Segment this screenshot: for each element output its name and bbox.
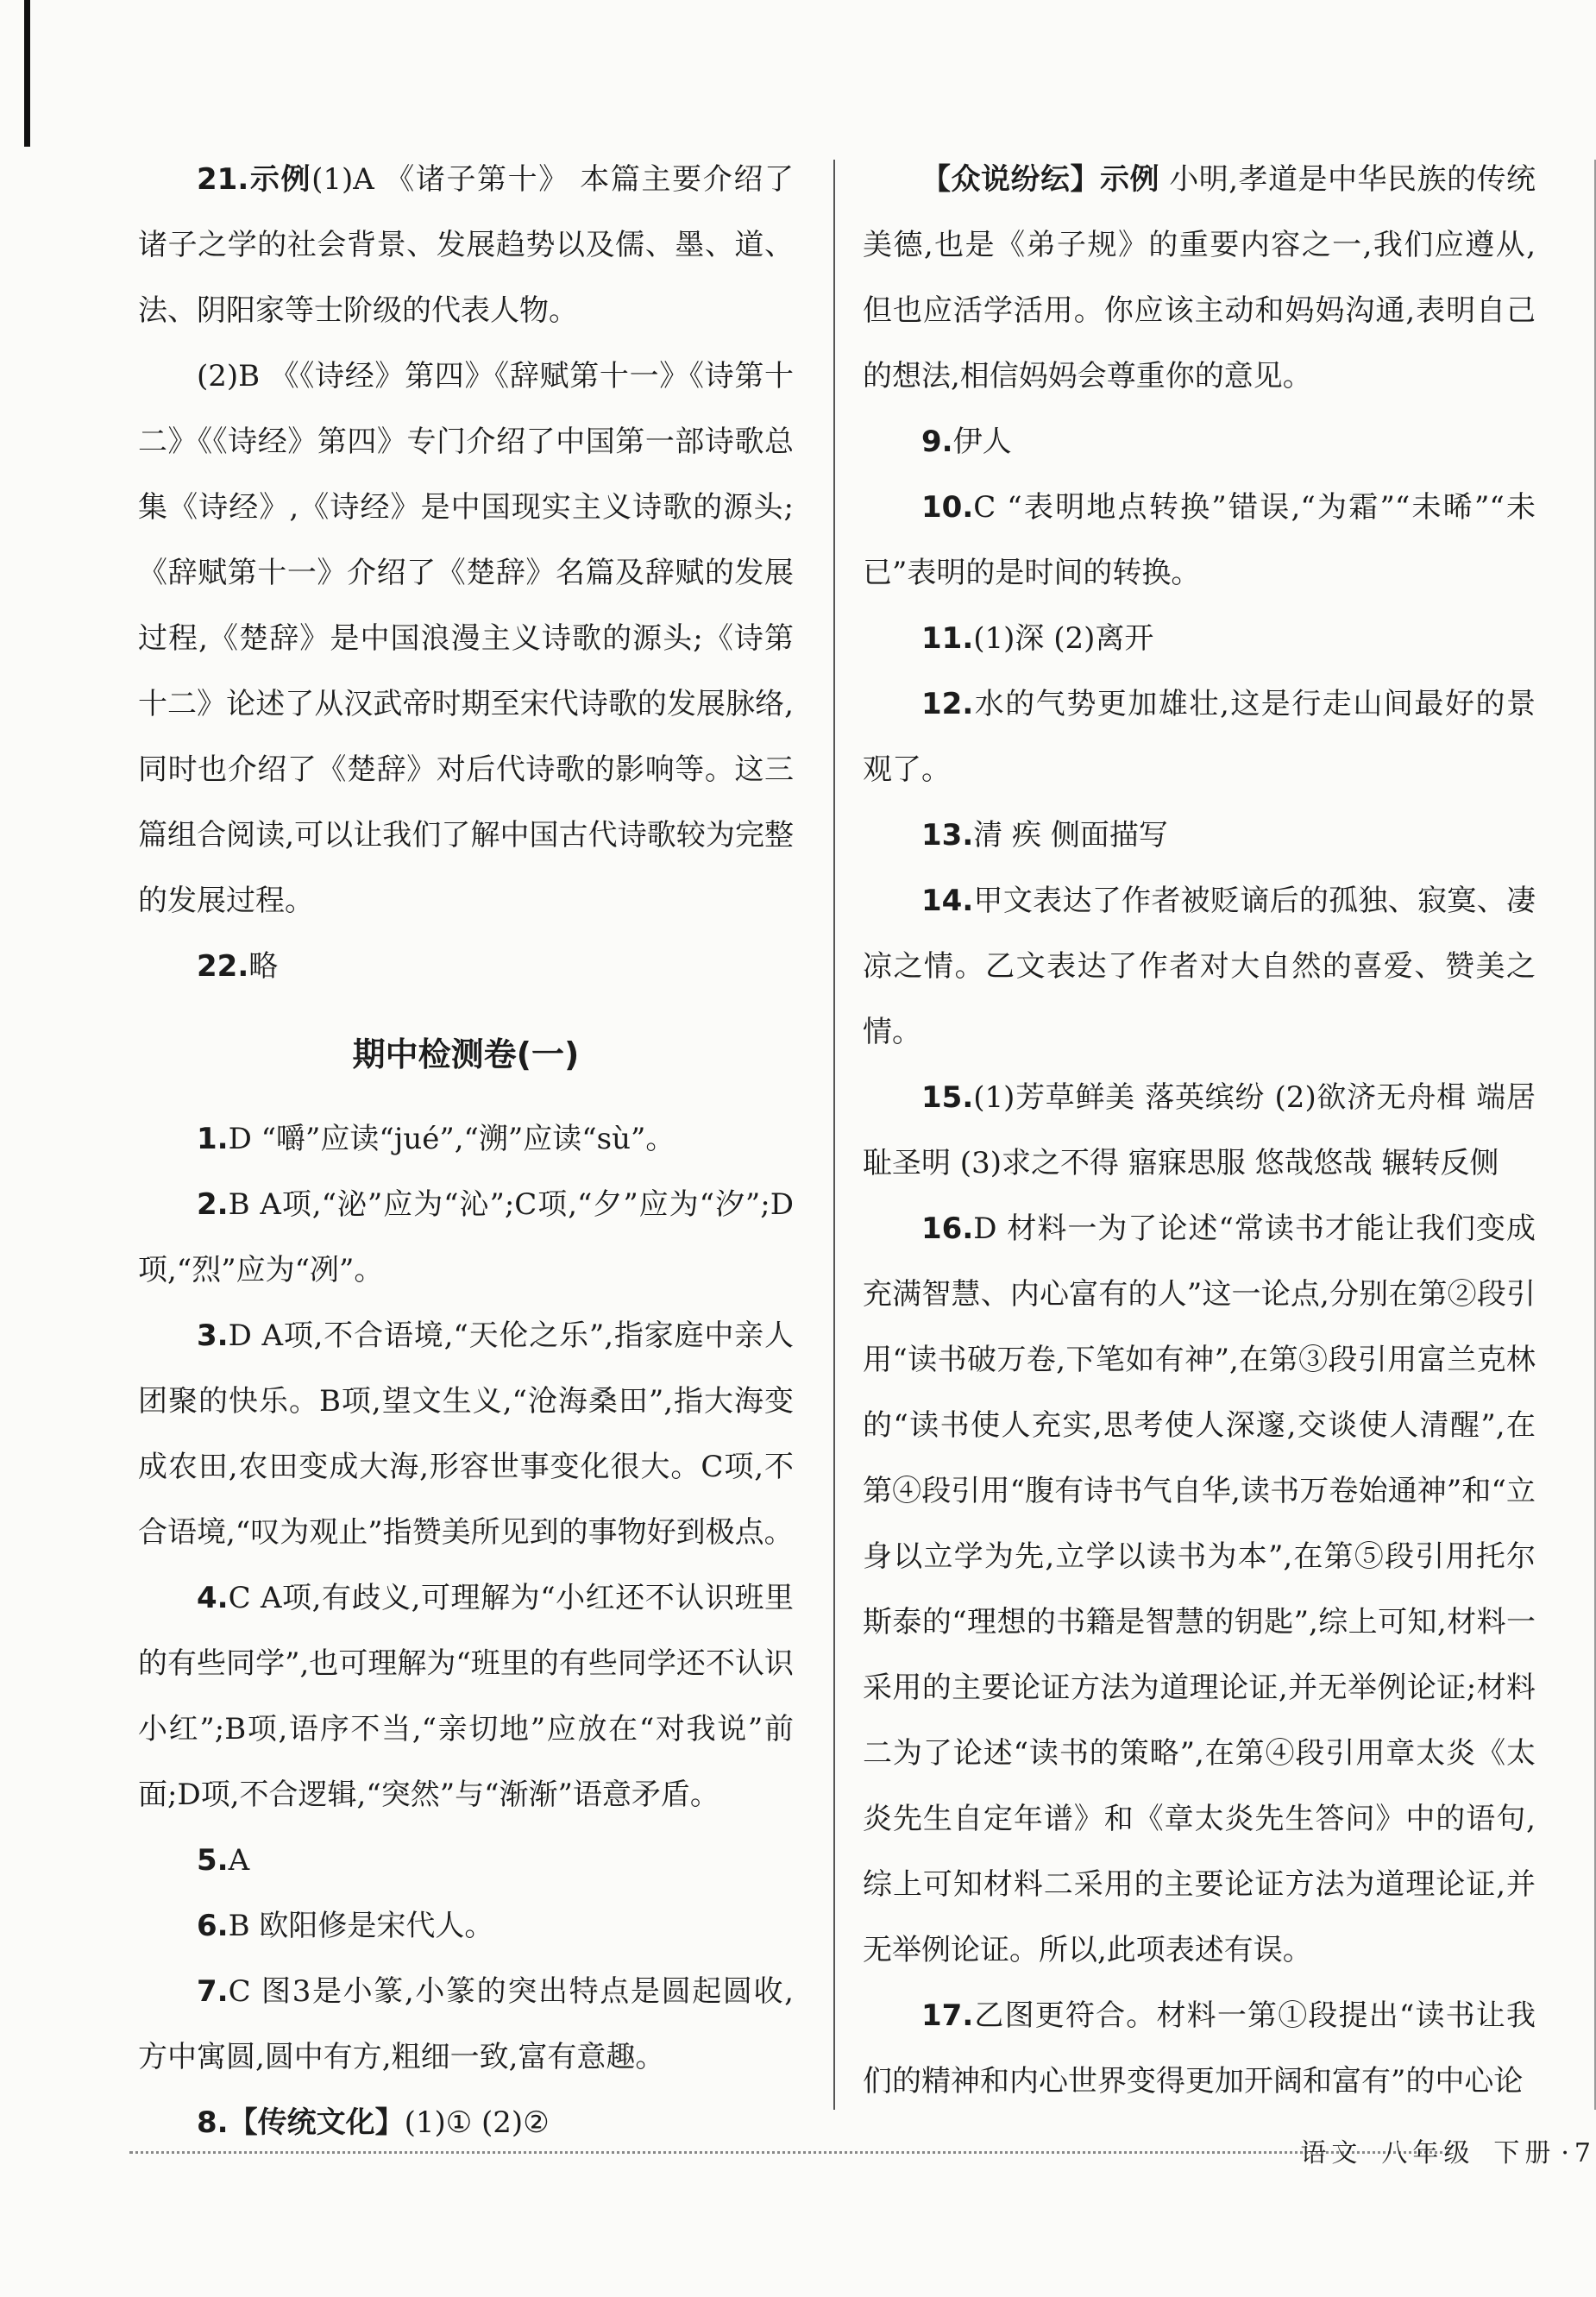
answer-1: 1.D “嚼”应读“jué”,“溯”应读“sù”。: [197, 1122, 675, 1156]
answer-10: 10.C “表明地点转换”错误,“为霜”“未晞”“未已”表明的是时间的转换。: [863, 490, 1536, 590]
answer-6: 6.B 欧阳修是宋代人。: [197, 1909, 494, 1943]
section-title: 期中检测卷(一): [352, 1035, 580, 1073]
answer-2: 2.B A项,“泌”应为“沁”;C项,“夕”应为“汐”;D项,“烈”应为“冽”。: [138, 1187, 794, 1287]
answer-7: 7.C 图3是小篆,小篆的突出特点是圆起圆收,方中寓圆,圆中有方,粗细一致,富有意趣。: [138, 1974, 794, 2074]
footer-page-number: ·7: [1561, 2138, 1596, 2168]
answer-16: 16.D 材料一为了论述“常读书才能让我们变成充满智慧、内心富有的人”这一论点,分别在第②段引用“读书破万卷,下笔如有神”,在第③段引用富兰克林的“读书使人充实,思考使人深邃,交谈使人清醒”,在第④段引用“腹有诗书气自华,读书万卷始通神”和“立身以立学为先,立学以读书为本”,在第⑤段引用托尔斯泰的“理想的书籍是智慧的钥匙”,综上可知,材料一采用的主要论证方法为道理论证,并无举例论证;材料二为了论述“读书的策略”,在第④段引用章太炎《太炎先生自定年谱》和《章太炎先生答问》中的语句,综上可知材料二采用的主要论证方法为道理论证,并无举例论证。所以,此项表述有误。: [863, 1211, 1536, 1967]
answer-21-part2: (2)B 《《诗经》第四》《辞赋第十一》《诗第十二》《《诗经》第四》专门介绍了中国第一部诗歌总集《诗经》,《诗经》是中国现实主义诗歌的源头;《辞赋第十一》介绍了《楚辞》名篇及辞赋的发展过程,《楚辞》是中国浪漫主义诗歌的源头;《诗第十二》论述了从汉武帝时期至宋代诗歌的发展脉络,同时也介绍了《楚辞》对后代诗歌的影响等。这三篇组合阅读,可以让我们了解中国古代诗歌较为完整的发展过程。: [138, 359, 794, 918]
footer-rule: [129, 2151, 1449, 2154]
answer-12: 12.水的气势更加雄壮,这是行走山间最好的景观了。: [863, 687, 1536, 787]
answer-21: 21.示例(1)A 《诸子第十》 本篇主要介绍了诸子之学的社会背景、发展趋势以及儒、墨、道、法、阴阳家等士阶级的代表人物。: [138, 162, 794, 328]
answer-3: 3.D A项,不合语境,“天伦之乐”,指家庭中亲人团聚的快乐。B项,望文生义,“沧海桑田”,指大海变成农田,农田变成大海,形容世事变化很大。C项,不合语境,“叹为观止”指赞美所见到的事物好到极点。: [138, 1318, 794, 1550]
answer-4: 4.C A项,有歧义,可理解为“小红还不认识班里的有些同学”,也可理解为“班里的有些同学还不认识小红”;B项,语序不当,“亲切地”应放在“对我说”前面;D项,不合逻辑,“突然”与“渐渐”语意矛盾。: [138, 1581, 794, 1812]
page-footer: [1281, 2131, 1596, 2169]
answer-9: 9.伊人: [921, 425, 1012, 459]
footer-subject: 语文: [1300, 2138, 1363, 2168]
answer-14: 14.甲文表达了作者被贬谪后的孤独、寂寞、凄凉之情。乙文表达了作者对大自然的喜爱、赞美之情。: [863, 884, 1536, 1049]
footer-grade: 八年级: [1381, 2138, 1475, 2168]
right-column: [863, 147, 1536, 2114]
answer-13: 13.清 疾 侧面描写: [921, 818, 1168, 853]
answer-17: 17.乙图更符合。材料一第①段提出“读书让我们的精神和内心世界变得更加开阔和富有”的中心论: [863, 1998, 1536, 2099]
answer-5: 5.A: [197, 1843, 250, 1878]
column-divider: [833, 160, 835, 2110]
answer-15: 15.(1)芳草鲜美 落英缤纷 (2)欲济无舟楫 端居耻圣明 (3)求之不得 寤寐思服 悠哉悠哉 辗转反侧: [863, 1080, 1536, 1180]
left-column: [138, 147, 794, 2155]
answer-11: 11.(1)深 (2)离开: [921, 621, 1154, 656]
answer-22: 22.略: [197, 949, 279, 984]
footer-volume: 下册: [1493, 2138, 1556, 2168]
binding-edge: [24, 0, 30, 147]
answer-8: 8.【传统文化】(1)① (2)②: [197, 2105, 550, 2140]
opinion-answer: 【众说纷纭】示例 小明,孝道是中华民族的传统美德,也是《弟子规》的重要内容之一,我们应遵从,但也应活学活用。你应该主动和妈妈沟通,表明自己的想法,相信妈妈会尊重你的意见。: [863, 162, 1536, 393]
